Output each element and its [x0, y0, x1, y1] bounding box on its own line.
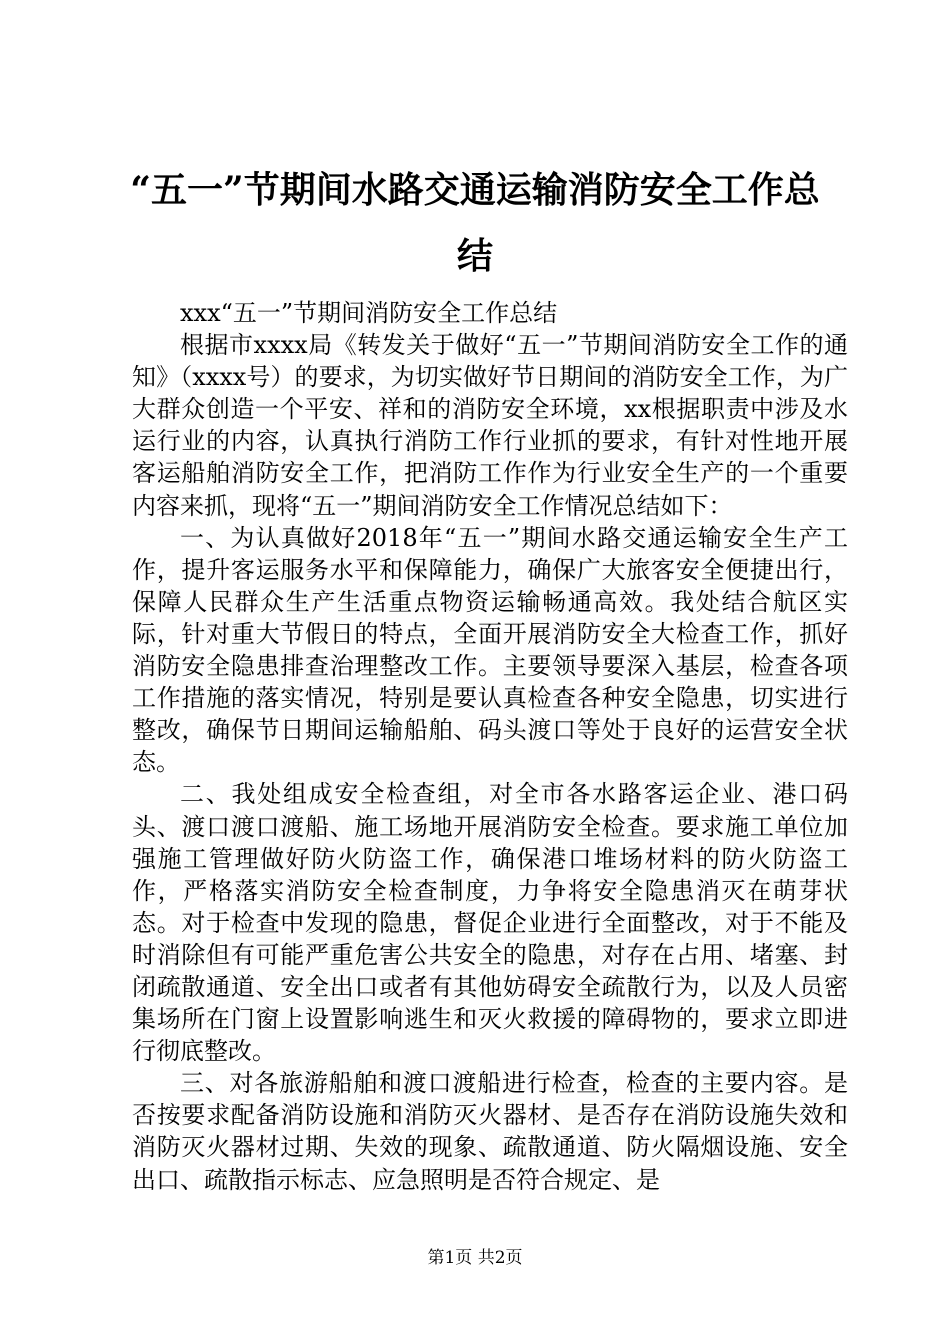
paragraph-section-2: 二、我处组成安全检查组，对全市各水路客运企业、港口码头、渡口渡口渡船、施工场地开展消防安全检查。要求施工单位加强施工管理做好防火防盗工作，确保港口堆场材料的防火防盗工作，严格落实消防安全检查制度，力争将安全隐患消灭在萌芽状态。对于检查中发现的隐患，督促企业进行全面整改，对于不能及时消除但有可能严重危害公共安全的隐患，对存在占用、堵塞、封闭疏散通道、安全出口或者有其他妨碍安全疏散行为，以及人员密集场所在门窗上设置影响逃生和灭火救援的障碍物的，要求立即进行彻底整改。 — [132, 780, 848, 1066]
paragraph-section-3: 三、对各旅游船舶和渡口渡船进行检查，检查的主要内容。是否按要求配备消防设施和消防灭火器材、是否存在消防设施失效和消防灭火器材过期、失效的现象、疏散通道、防火隔烟设施、安全出口、疏散指示标志、应急照明是否符合规定、是 — [132, 1069, 848, 1194]
page-number-footer: 第1页 共2页 — [427, 1248, 523, 1268]
paragraph-intro: 根据市xxxx局《转发关于做好“五一”节期间消防安全工作的通知》（xxxx号）的要求，为切实做好节日期间的消防安全工作，为广大群众创造一个平安、祥和的消防安全环境，xx根据职责中涉及水运行业的内容，认真执行消防工作行业抓的要求，有针对性地开展客运船舶消防安全工作，把消防工作作为行业安全生产的一个重要内容来抓，现将“五一”期间消防安全工作情况总结如下： — [132, 331, 848, 520]
document-body — [132, 297, 848, 1196]
document-title: “五一”节期间水路交通运输消防安全工作总结 — [130, 169, 820, 277]
document-subtitle: xxx“五一”节期间消防安全工作总结 — [180, 299, 558, 327]
paragraph-section-1: 一、为认真做好2018年“五一”期间水路交通运输安全生产工作，提升客运服务水平和保障能力，确保广大旅客安全便捷出行，保障人民群众生产生活重点物资运输畅通高效。我处结合航区实际，针对重大节假日的特点，全面开展消防安全大检查工作，抓好消防安全隐患排查治理整改工作。主要领导要深入基层，检查各项工作措施的落实情况，特别是要认真检查各种安全隐患，切实进行整改，确保节日期间运输船舶、码头渡口等处于良好的运营安全状态。 — [132, 523, 848, 777]
